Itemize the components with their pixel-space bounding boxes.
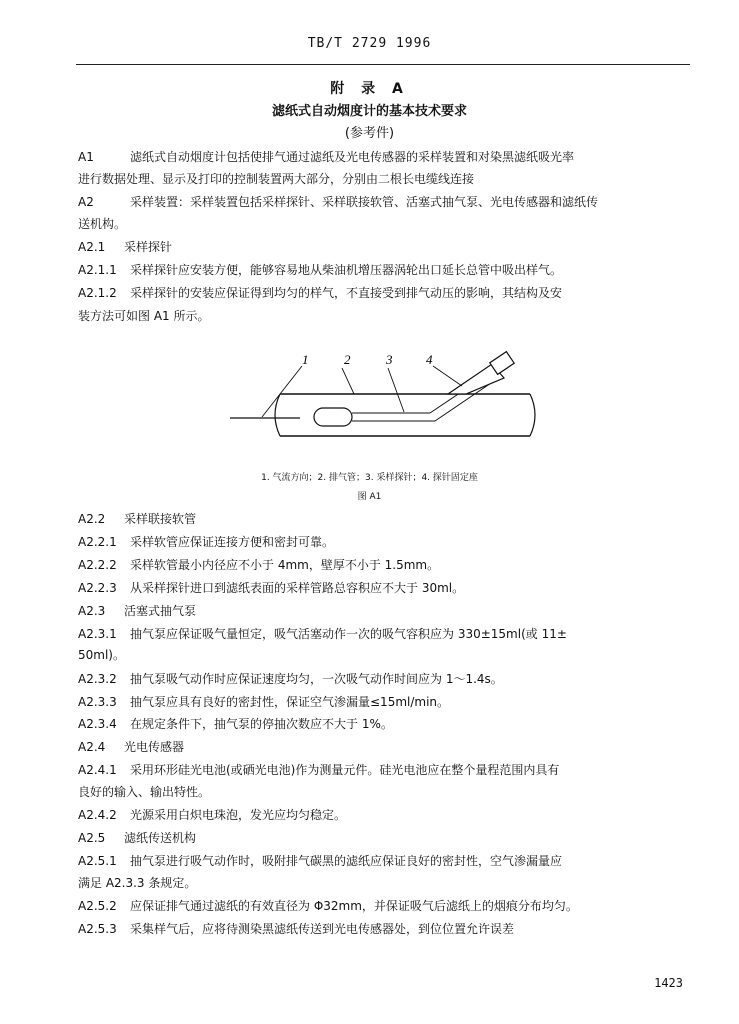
standard-code: TB/T 2729 1996 — [307, 36, 432, 51]
figure-caption: 1. 气流方向；2. 排气管；3. 采样探针；4. 探针固定座 — [261, 473, 478, 483]
line-a2-2: A2.2 采样联接软管 — [78, 512, 197, 526]
line-a2-3-3: A2.3.3 抽气泵应具有良好的密封性，保证空气渗漏量≤15ml/min。 — [78, 695, 450, 709]
line-a1: A1 滤纸式自动烟度计包括使排气通过滤纸及光电传感器的采样装置和对染黑滤纸吸光率 — [78, 150, 575, 164]
line-a2-4-2: A2.4.2 光源采用白炽电珠泡，发光应均匀稳定。 — [78, 808, 347, 822]
line-a2-cont: 送机构。 — [78, 217, 127, 231]
line-a2-5-3: A2.5.3 采集样气后，应将待测染黑滤纸传送到光电传感器处，到位位置允许误差 — [78, 922, 515, 936]
line-a2-5-2: A2.5.2 应保证排气通过滤纸的有效直径为 Φ32mm，并保证吸气后滤纸上的烟痕分布均匀。 — [78, 899, 578, 913]
appendix-note: (参考件) — [344, 126, 395, 141]
line-a2-3-4: A2.3.4 在规定条件下，抽气泵的停抽次数应不大于 1%。 — [78, 717, 393, 731]
page-number: 1423 — [654, 976, 683, 990]
figure-label-3: 3 — [386, 352, 393, 367]
figure-number: 图 A1 — [357, 492, 382, 502]
line-a2-5-1-cont: 满足 A2.3.3 条规定。 — [78, 876, 197, 890]
figure-label-1: 1 — [302, 352, 309, 367]
line-a2-5: A2.5 滤纸传送机构 — [78, 831, 197, 845]
line-a2-5-1: A2.5.1 抽气泵进行吸气动作时，吸附排气碳黑的滤纸应保证良好的密封性，空气渗漏量应 — [78, 854, 563, 868]
line-a2-3-1-cont: 50ml)。 — [78, 648, 125, 662]
appendix-title: 滤纸式自动烟度计的基本技术要求 — [271, 104, 467, 119]
line-a2-4-1: A2.4.1 采用环形硅光电池(或硒光电池)作为测量元件。硅光电池应在整个量程范围内具有 — [78, 763, 560, 777]
line-a2-1-2-cont: 装方法可如图 A1 所示。 — [78, 309, 210, 323]
line-a2-1-1: A2.1.1 采样探针应安装方便，能够容易地从柴油机增压器涡轮出口延长总管中吸出样气。 — [78, 263, 563, 277]
line-a2-2-2: A2.2.2 采样软管最小内径应不小于 4mm，壁厚不小于 1.5mm。 — [78, 558, 440, 572]
line-a2-1-2: A2.1.2 采样探针的安装应保证得到均匀的样气，不直接受到排气动压的影响，其结构及安 — [78, 286, 563, 300]
line-a2-2-1: A2.2.1 采样软管应保证连接方便和密封可靠。 — [78, 535, 335, 549]
line-a2-3-1: A2.3.1 抽气泵应保证吸气量恒定，吸气活塞动作一次的吸气容积应为 330±15ml(或 11± — [78, 627, 567, 641]
line-a2-2-3: A2.2.3 从采样探针进口到滤纸表面的采样管路总容积应不大于 30ml。 — [78, 581, 465, 595]
figure-label-4: 4 — [426, 352, 433, 367]
line-a2-3: A2.3 活塞式抽气泵 — [78, 604, 197, 618]
line-a2-3-2: A2.3.2 抽气泵吸气动作时应保证速度均匀，一次吸气动作时间应为 1～1.4s。 — [78, 672, 503, 686]
figure-a1-drawing — [230, 350, 550, 445]
line-a2-4: A2.4 光电传感器 — [78, 740, 185, 754]
line-a2: A2 采样装置：采样装置包括采样探针、采样联接软管、活塞式抽气泵、光电传感器和滤纸传 — [78, 195, 599, 209]
figure-label-2: 2 — [344, 352, 351, 367]
line-a1-cont: 进行数据处理、显示及打印的控制装置两大部分，分别由二根长电缆线连接 — [78, 172, 475, 186]
appendix-label: 附 录 A — [330, 81, 409, 97]
line-a2-1: A2.1 采样探针 — [78, 240, 173, 254]
line-a2-4-1-cont: 良好的输入、输出特性。 — [78, 785, 211, 799]
header-rule — [76, 64, 690, 65]
